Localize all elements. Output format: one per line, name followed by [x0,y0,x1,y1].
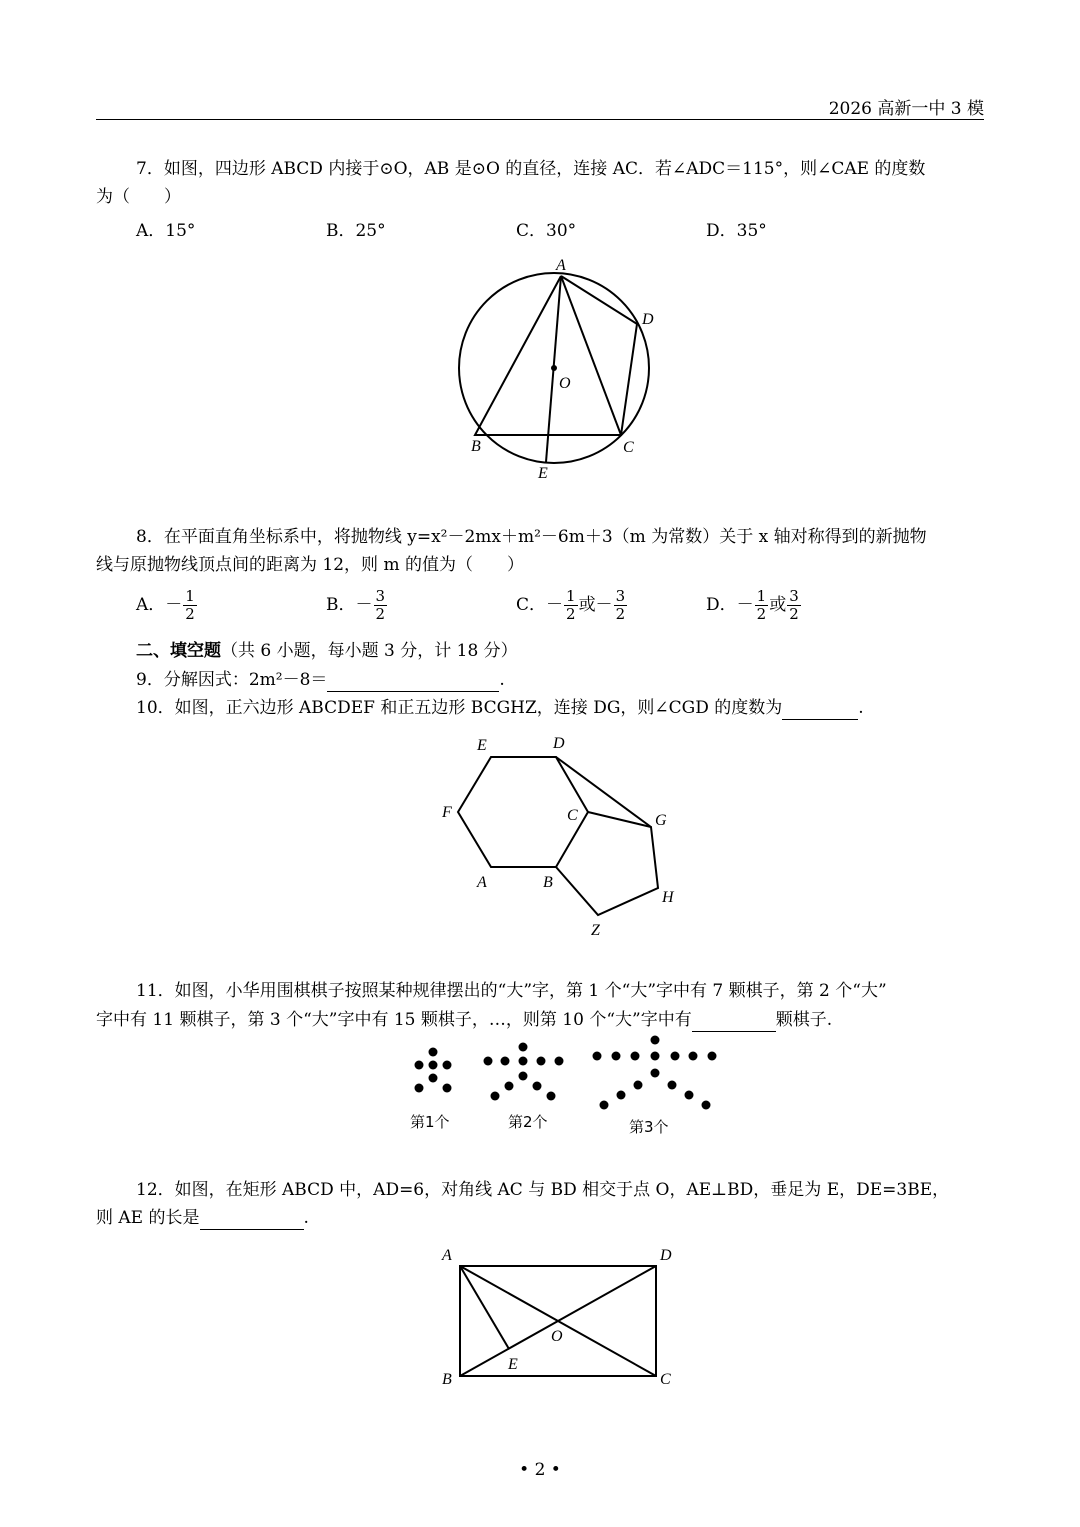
caption-3: 第3个 [629,1118,669,1136]
pattern-1 [415,1048,452,1093]
label-d: D [642,311,654,328]
label-o: O [559,375,571,392]
q9-line: 9．分解因式：2m²－8＝ . [136,670,505,690]
section-2-note: （共 6 小题，每小题 3 分，计 18 分） [221,641,518,661]
label-a: A [442,1247,452,1264]
label-f: F [442,804,452,821]
pentagon-bcghz [556,812,658,915]
label-e: E [538,465,548,482]
q8-option-c: C．－ $\frac{1}{2}$ 或－ $\frac{3}{2}$ [516,587,626,623]
page-header-title: 2026 高新一中 3 模 [828,99,984,119]
q10-line: 10．如图，正六边形 ABCDEF 和正五边形 BCGHZ，连接 DG，则∠CGD 的度数为 . [136,698,864,718]
label-b: B [471,438,481,455]
label-a: A [477,874,487,891]
q7-option-b: B．25° [326,221,386,241]
q11-text-line1: 11．如图，小华用围棋棋子按照某种规律摆出的“大”字，第 1 个“大”字中有 7 颗棋子，第 2 个“大” [136,981,887,1001]
label-d: D [660,1247,672,1264]
segment-ae [460,1266,509,1349]
header-rule [96,119,984,120]
segment-ac [561,276,621,435]
q10-hexagon-pentagon-figure [430,730,690,945]
label-e: E [508,1356,518,1373]
q7-circle-figure [440,250,680,490]
caption-2: 第2个 [508,1113,548,1131]
q8-option-d: D．－ $\frac{1}{2}$ 或 $\frac{3}{2}$ [706,587,799,623]
label-g: G [655,812,667,829]
pattern-3 [593,1036,717,1110]
label-o: O [551,1328,563,1345]
q11-answer-blank[interactable] [692,1009,776,1032]
q7-option-c: C．30° [516,221,577,241]
label-e: E [477,737,487,754]
q12-answer-blank[interactable] [200,1207,304,1230]
section-2-heading [136,640,518,662]
q11-stone-pattern-figure [395,1030,735,1145]
q12-text-line1: 12．如图，在矩形 ABCD 中，AD=6，对角线 AC 与 BD 相交于点 O，AE⊥BD，垂足为 E，DE=3BE， [136,1180,950,1200]
caption-1: 第1个 [410,1113,450,1131]
pattern-2 [484,1043,564,1101]
q11-line2: 字中有 11 颗棋子，第 3 个“大”字中有 15 颗棋子，…，则第 10 个“大”字中有 颗棋子. [96,1010,833,1030]
q7-text-line1: 7．如图，四边形 ABCD 内接于⊙O，AB 是⊙O 的直径，连接 AC．若∠ADC＝115°，则∠CAE 的度数 [136,159,926,179]
q8-option-b: B．－ $\frac{3}{2}$ [326,587,386,623]
q9-answer-blank[interactable] [327,669,499,692]
q7-option-a: A．15° [136,221,196,241]
page-number: • 2 • [519,1460,561,1480]
q8-text-line1: 8．在平面直角坐标系中，将抛物线 y=x²－2mx＋m²－6m＋3（m 为常数）关于 x 轴对称得到的新抛物 [136,527,927,547]
label-a: A [556,257,566,274]
label-c: C [623,439,634,456]
label-h: H [662,889,674,906]
q8-text-line2: 线与原抛物线顶点间的距离为 12，则 m 的值为（ ） [96,555,524,575]
q8-option-a: A．－ $\frac{1}{2}$ [136,587,195,623]
center-dot [551,365,557,371]
label-z: Z [591,922,600,939]
label-d: D [553,735,565,752]
q10-answer-blank[interactable] [782,697,858,720]
label-b: B [442,1371,452,1388]
label-c: C [660,1371,671,1388]
label-c: C [567,807,578,824]
q12-line2: 则 AE 的长是 . [96,1208,309,1228]
label-b: B [543,874,553,891]
q12-rectangle-figure [430,1238,690,1398]
q7-text-line2: 为（ ） [96,187,181,207]
q7-option-d: D．35° [706,221,767,241]
section-2-title: 二、填空题 [136,641,221,661]
